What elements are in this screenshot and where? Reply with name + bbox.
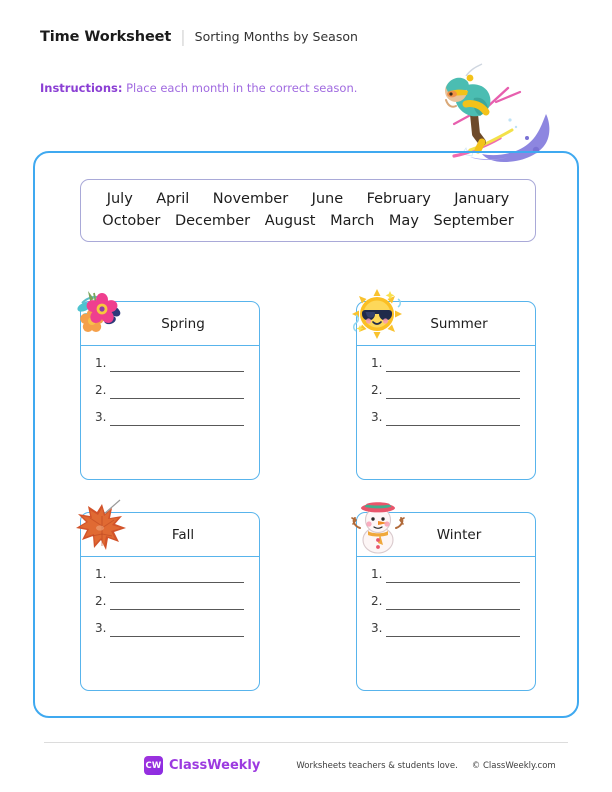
word-chip[interactable]: January xyxy=(454,191,510,207)
season-title: Summer xyxy=(430,315,488,332)
answer-blank[interactable] xyxy=(386,609,520,610)
word-chip[interactable]: April xyxy=(156,191,190,207)
answer-blank[interactable] xyxy=(110,609,244,610)
sun-sunglasses-icon xyxy=(350,287,408,345)
season-answer-lines xyxy=(81,346,259,426)
word-chip[interactable]: November xyxy=(212,191,289,207)
answer-line[interactable] xyxy=(95,356,244,372)
answer-line[interactable] xyxy=(371,356,520,372)
page-header xyxy=(40,26,358,45)
season-card-spring xyxy=(80,291,260,480)
answer-blank[interactable] xyxy=(386,425,520,426)
word-chip[interactable]: May xyxy=(388,213,419,229)
classweekly-logo-icon: CW xyxy=(144,756,163,775)
answer-number: 2. xyxy=(371,383,383,397)
answer-number: 1. xyxy=(371,567,383,581)
answer-line[interactable] xyxy=(371,383,520,399)
word-bank-row xyxy=(95,213,521,229)
word-chip[interactable]: July xyxy=(106,191,133,207)
answer-line[interactable] xyxy=(95,621,244,637)
word-chip[interactable]: February xyxy=(366,191,431,207)
answer-blank[interactable] xyxy=(110,425,244,426)
answer-blank[interactable] xyxy=(110,371,244,372)
word-bank-row xyxy=(95,191,521,207)
footer-divider xyxy=(44,742,568,743)
brand-logo xyxy=(144,756,260,775)
footer-meta xyxy=(296,761,555,771)
snowman-icon xyxy=(350,498,408,556)
answer-number: 1. xyxy=(95,567,107,581)
page-subtitle: Sorting Months by Season xyxy=(194,29,358,44)
answer-blank[interactable] xyxy=(110,582,244,583)
season-title: Spring xyxy=(161,315,205,332)
season-card-fall xyxy=(80,502,260,691)
season-answer-lines xyxy=(357,557,535,637)
answer-number: 1. xyxy=(95,356,107,370)
season-card-winter xyxy=(356,502,536,691)
flower-icon xyxy=(74,287,132,345)
answer-line[interactable] xyxy=(95,383,244,399)
footer xyxy=(44,756,568,775)
answer-number: 2. xyxy=(371,594,383,608)
answer-number: 3. xyxy=(371,621,383,635)
answer-line[interactable] xyxy=(371,567,520,583)
answer-line[interactable] xyxy=(371,621,520,637)
answer-number: 3. xyxy=(95,410,107,424)
maple-leaf-icon xyxy=(74,498,132,556)
instructions-label: Instructions: xyxy=(40,81,123,95)
season-title: Winter xyxy=(436,526,482,543)
season-grid xyxy=(80,291,536,691)
season-answer-lines xyxy=(81,557,259,637)
instructions xyxy=(40,81,357,95)
answer-line[interactable] xyxy=(95,410,244,426)
word-bank xyxy=(80,179,536,242)
instructions-text: Place each month in the correct season. xyxy=(126,81,358,95)
word-chip[interactable]: March xyxy=(330,213,375,229)
answer-blank[interactable] xyxy=(386,636,520,637)
answer-blank[interactable] xyxy=(386,398,520,399)
footer-tagline: Worksheets teachers & students love. xyxy=(296,760,458,771)
answer-blank[interactable] xyxy=(386,371,520,372)
word-chip[interactable]: August xyxy=(264,213,316,229)
word-chip[interactable]: September xyxy=(433,213,514,229)
answer-number: 1. xyxy=(371,356,383,370)
answer-blank[interactable] xyxy=(110,398,244,399)
answer-line[interactable] xyxy=(371,410,520,426)
skier-illustration xyxy=(424,58,554,163)
answer-line[interactable] xyxy=(95,567,244,583)
word-chip[interactable]: October xyxy=(102,213,161,229)
word-chip[interactable]: December xyxy=(174,213,251,229)
header-divider: | xyxy=(180,27,186,46)
answer-line[interactable] xyxy=(371,594,520,610)
word-chip[interactable]: June xyxy=(311,191,344,207)
season-answer-lines xyxy=(357,346,535,426)
footer-copyright: © ClassWeekly.com xyxy=(471,760,556,771)
season-card-summer xyxy=(356,291,536,480)
worksheet-card xyxy=(33,151,579,718)
answer-blank[interactable] xyxy=(386,582,520,583)
answer-blank[interactable] xyxy=(110,636,244,637)
answer-line[interactable] xyxy=(95,594,244,610)
answer-number: 2. xyxy=(95,383,107,397)
season-title: Fall xyxy=(171,526,195,543)
brand-name: ClassWeekly xyxy=(169,758,261,773)
page-title: Time Worksheet xyxy=(40,29,172,45)
answer-number: 3. xyxy=(371,410,383,424)
answer-number: 2. xyxy=(95,594,107,608)
answer-number: 3. xyxy=(95,621,107,635)
